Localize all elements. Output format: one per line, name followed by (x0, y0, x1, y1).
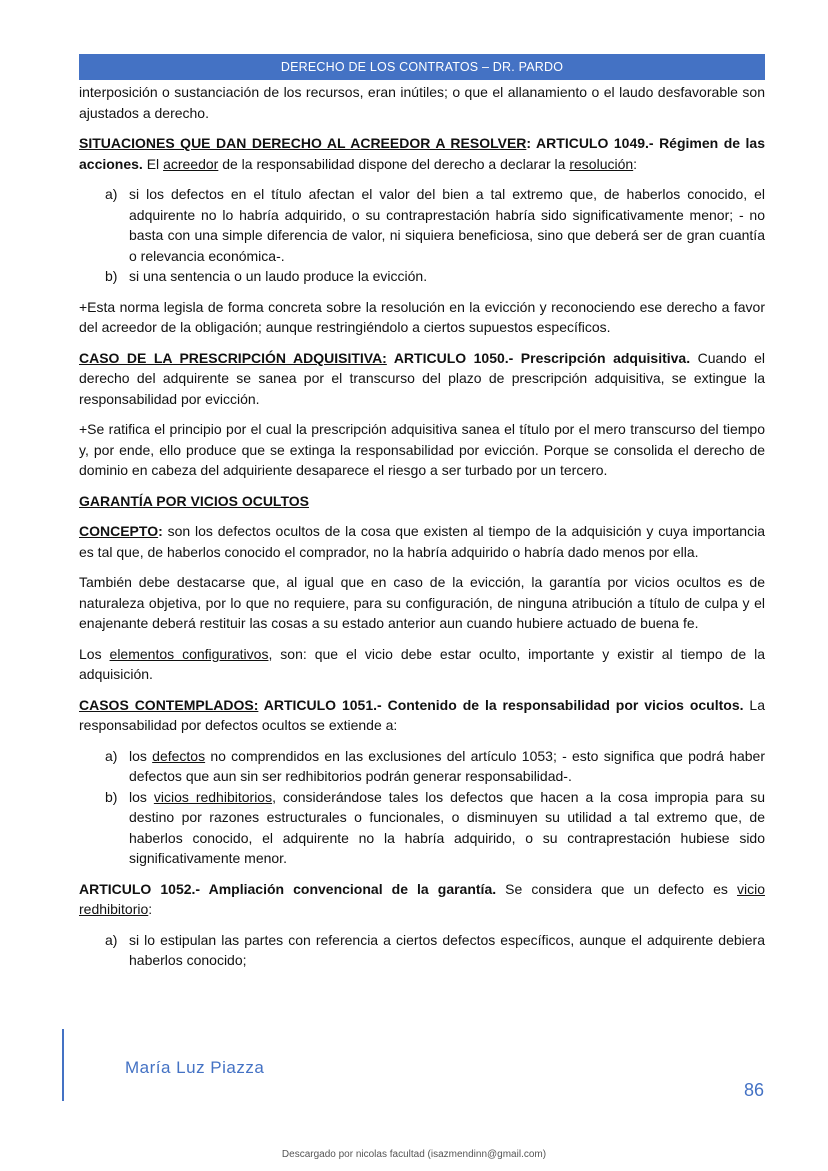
list-item: a) los defectos no comprendidos en las exclusiones del artículo 1053; - esto significa que podrá haber defectos que aun sin ser redhibitorios podrán generar responsabilidad-. (105, 747, 765, 784)
header-title: DERECHO DE LOS CONTRATOS – DR. PARDO (280, 60, 564, 74)
heading-concepto: CONCEPTO (79, 523, 159, 539)
article-1050-title: ARTICULO 1050.- Prescripción adquisitiva. (386, 349, 691, 366)
paragraph-continuation: interposición o sustanciación de los recursos, eran inútiles; o que el allanamiento o el laudo desfavorable son ajustados a derecho. (79, 84, 765, 121)
article-1049-title: ARTICULO 1049.- Régimen de las acciones. (79, 135, 765, 172)
download-note: Descargado por nicolas facultad (isazmendinn@gmail.com) (281, 1149, 547, 1160)
list-vicios-cases (79, 746, 765, 869)
section-heading-vicios-ocultos: GARANTÍA POR VICIOS OCULTOS (79, 492, 309, 509)
section-heading-prescripcion: CASO DE LA PRESCRIPCIÓN ADQUISITIVA: (79, 349, 387, 366)
paragraph-concepto: CONCEPTO: son los defectos ocultos de la cosa que existen al tiempo de la adquisición y cuya importancia es tal que, de haberlos conocido el comprador, no la habría adquirido o habría dado menos por ella. (79, 523, 765, 560)
term-defectos: defectos (152, 747, 206, 764)
document-body (79, 82, 765, 981)
section-heading-situaciones: SITUACIONES QUE DAN DERECHO AL ACREEDOR A RESOLVER (79, 135, 527, 151)
list-marker: a) (105, 186, 118, 202)
list-marker: b) (105, 788, 118, 805)
paragraph-prescripcion: CASO DE LA PRESCRIPCIÓN ADQUISITIVA: ARTICULO 1050.- Prescripción adquisitiva. Cuando el derecho del adquirente se sanea por el transcurso del plazo de prescripción adquisitiva, se extingue la responsabilidad por evicción. (79, 349, 765, 407)
list-item: b) los vicios redhibitorios, considerándose tales los defectos que hacen a la cosa impropia para su destino por razones estructurales o funcionales, o disminuyen su utilidad a tal extremo que, de haberlos conocido, el adquirente no la habría adquirido, o su contraprestación hubiese sido significativamente menor. (105, 788, 765, 866)
paragraph-casos-contemplados: CASOS CONTEMPLADOS: ARTICULO 1051.- Contenido de la responsabilidad por vicios ocultos. La responsabilidad por defectos ocultos se extiende a: (79, 696, 765, 733)
list-item: a) si lo estipulan las partes con referencia a ciertos defectos específicos, aunque el adquirente debiera haberlos conocido; (105, 931, 765, 968)
paragraph-naturaleza-objetiva: También debe destacarse que, al igual que en caso de la evicción, la garantía por vicios ocultos es de naturaleza objetiva, por lo que no requiere, para su configuración, de ninguna atribución a título de culpa y el enajenante deberá restituir las cosas a su estado anterior aun cuando hubiere actuado de buena fe. (79, 574, 765, 631)
article-1052-title: ARTICULO 1052.- Ampliación convencional de la garantía. (79, 880, 497, 897)
term-vicios-redhibitorios: vicios redhibitorios (153, 788, 273, 805)
page-header (79, 54, 765, 80)
paragraph-norma-resolucion: +Esta norma legisla de forma concreta sobre la resolución en la evicción y reconociendo ese derecho a favor del acreedor de la obligación; aunque restringiéndolo a ciertos supuestos específicos. (79, 298, 765, 335)
paragraph-situaciones-resolver: SITUACIONES QUE DAN DERECHO AL ACREEDOR A RESOLVER: ARTICULO 1049.- Régimen de las acciones. El acreedor de la responsabilidad dispone del derecho a declarar la resolución: (79, 135, 765, 172)
footer-author: María Luz Piazza (125, 1058, 265, 1077)
list-marker: a) (105, 747, 118, 764)
term-elementos-configurativos: elementos configurativos (109, 645, 269, 662)
list-resolution-cases (79, 184, 765, 287)
page-number: 86 (743, 1080, 764, 1100)
list-marker: a) (105, 931, 118, 948)
list-marker: b) (105, 268, 118, 284)
section-heading-casos: CASOS CONTEMPLADOS: (79, 696, 259, 713)
paragraph-ratifica: +Se ratifica el principio por el cual la prescripción adquisitiva sanea el título por el mero transcurso del tiempo y, por ende, ello produce que se extinga la responsabilidad por evicción. Porque se consolida el derecho de dominio en cabeza del adquiriente desaparece el riesgo a ser turbado por un tercero. (79, 421, 765, 478)
term-acreedor: acreedor (163, 155, 219, 172)
article-1051-title: ARTICULO 1051.- Contenido de la responsabilidad por vicios ocultos. (258, 696, 744, 713)
term-resolucion: resolución (569, 155, 634, 172)
paragraph-elementos: Los elementos configurativos, son: que el vicio debe estar oculto, importante y existir al tiempo de la adquisición. (79, 645, 765, 682)
list-item: a) si los defectos en el título afectan el valor del bien a tal extremo que, de haberlos conocido, el adquirente no lo habría adquirido, o su contraprestación habría sido significativamente menor; - no basta con una simple diferencia de valor, ni siquiera beneficiosa, sino que deberá ser de gran cuantía o relevancia económica-. (105, 186, 765, 264)
list-item: b) si una sentencia o un laudo produce la evicción. (79, 266, 765, 287)
list-ampliacion-cases (79, 930, 765, 971)
paragraph-article-1052: ARTICULO 1052.- Ampliación convencional de la garantía. Se considera que un defecto es vicio redhibitorio: (79, 880, 765, 917)
term-vicio-redhibitorio: vicio redhibitorio (79, 880, 765, 917)
footer-rule (62, 1029, 64, 1101)
